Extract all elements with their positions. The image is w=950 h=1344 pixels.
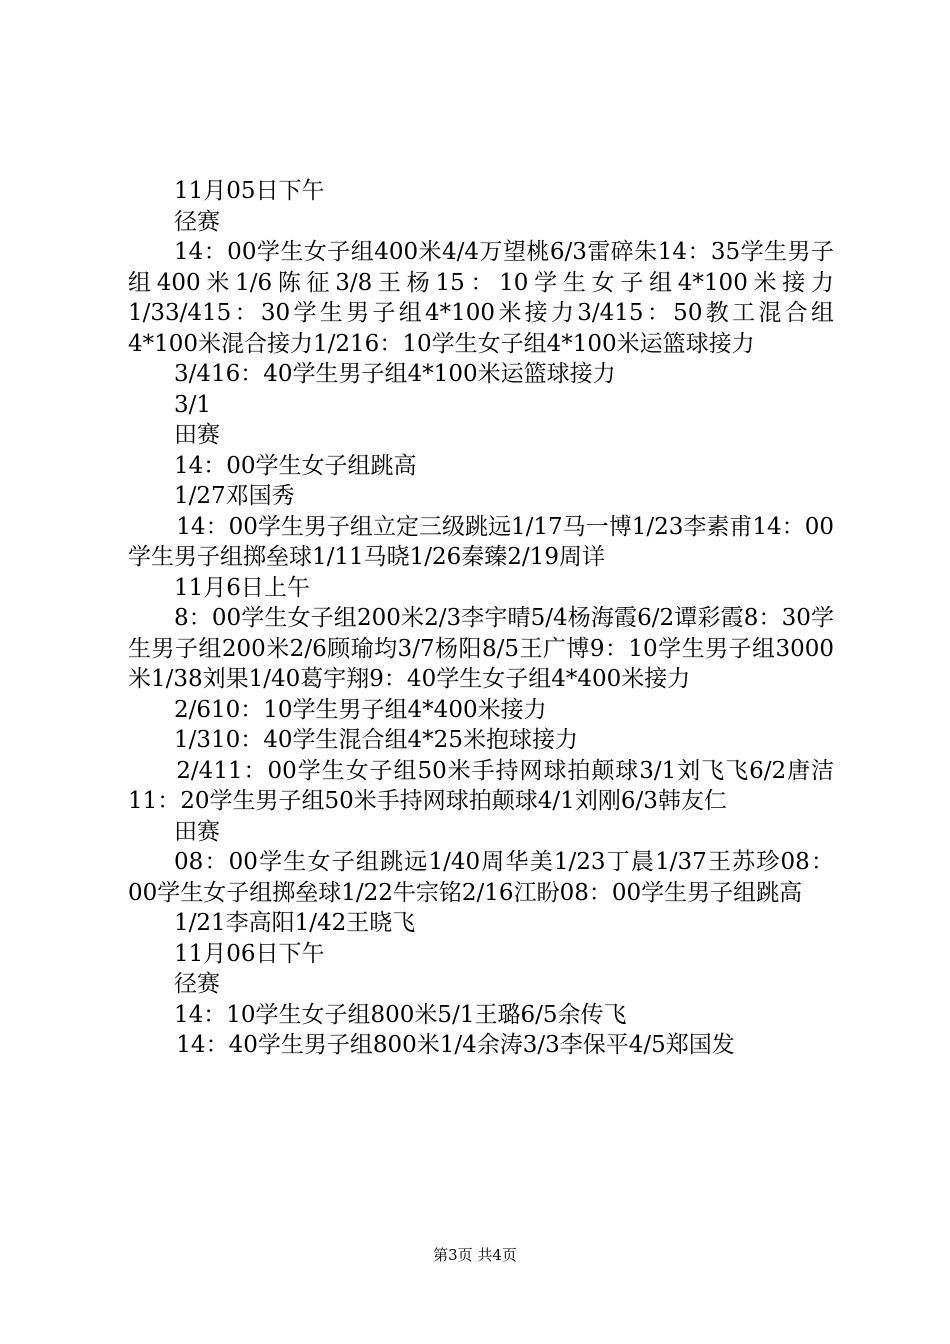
schedule-entry: 14：00学生女子组跳高: [174, 452, 417, 479]
document-body: [128, 176, 834, 1061]
schedule-entry: 3/416：40学生男子组4*100米运篮球接力: [174, 361, 616, 387]
schedule-heading: 11月6日上午: [174, 574, 310, 601]
schedule-entry: 14：00学生女子组400米4/4万望桃6/3雷碎朱14：35学生男子组400米1/6陈征3/8王杨15：10学生女子组4*100米接力1/33/415：30学生男子组4*100米接力3/415：50教工混合组4*100米混合接力1/216：10学生女子组4*100米运篮球接力: [128, 239, 834, 357]
schedule-entry: 1/27邓国秀: [174, 483, 295, 509]
page-footer: 第3页 共4页: [433, 1246, 517, 1264]
schedule-heading: 11月05日下午: [174, 178, 325, 204]
section-heading: 径赛: [174, 208, 220, 235]
schedule-entry: 1/310：40学生混合组4*25米抱球接力: [174, 727, 578, 753]
schedule-entry: 14：00学生男子组立定三级跳远1/17马一博1/23李素甫14：00学生男子组掷垒球1/11马晓1/26秦臻2/19周详: [128, 513, 834, 570]
schedule-entry: 8：00学生女子组200米2/3李宇晴5/4杨海霞6/2谭彩霞8：30学生男子组200米2/6顾瑜均3/7杨阳8/5王广博9：10学生男子组3000米1/38刘果1/40葛宇翔9：40学生女子组4*400米接力: [128, 605, 834, 692]
schedule-entry: 2/411：00学生女子组50米手持网球拍颠球3/1刘飞飞6/2唐洁11：20学生男子组50米手持网球拍颠球4/1刘刚6/3韩友仁: [128, 757, 834, 814]
schedule-entry: 14：10学生女子组800米5/1王璐6/5余传飞: [174, 1001, 627, 1028]
schedule-heading: 11月06日下午: [174, 940, 325, 967]
schedule-entry: 2/610：10学生男子组4*400米接力: [174, 696, 547, 723]
schedule-entry: 3/1: [174, 391, 212, 418]
section-heading: 径赛: [174, 971, 220, 997]
schedule-entry: 08：00学生女子组跳远1/40周华美1/23丁晨1/37王苏珍08：00学生女子组掷垒球1/22牛宗铭2/16江盼08：00学生男子组跳高: [128, 849, 834, 906]
schedule-entry: 1/21李高阳1/42王晓飞: [174, 910, 416, 936]
section-heading: 田赛: [174, 818, 220, 845]
section-heading: 田赛: [174, 422, 220, 448]
schedule-entry: 14：40学生男子组800米1/4余涛3/3李保平4/5郑国发: [176, 1032, 735, 1058]
